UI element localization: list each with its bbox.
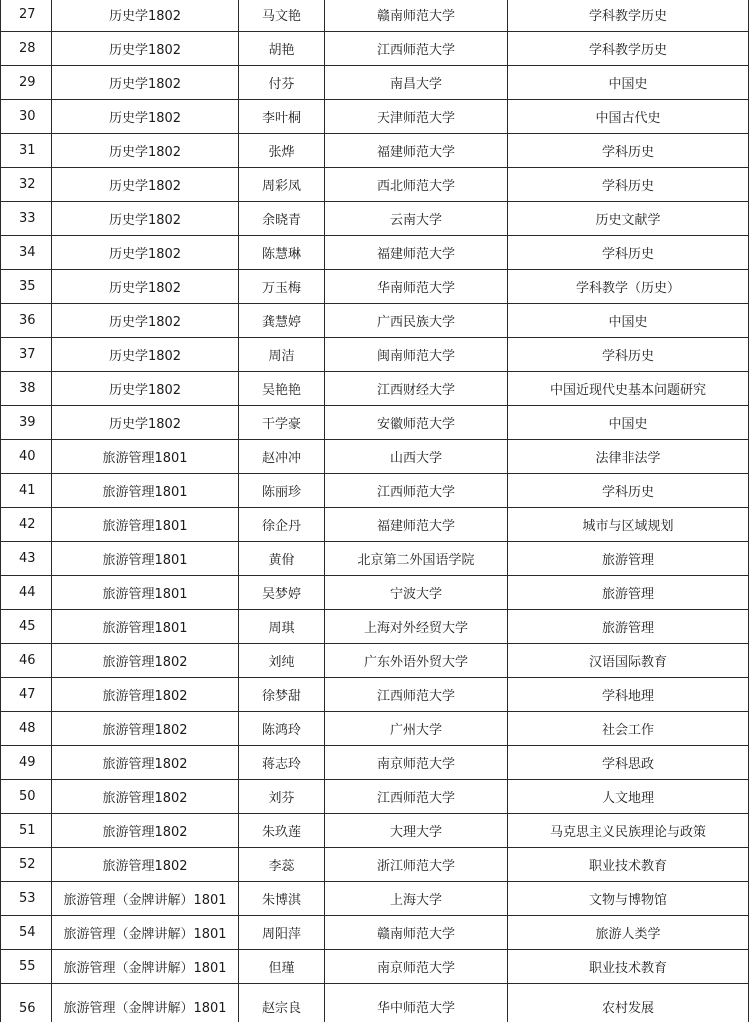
student-name-cell: 刘芬 xyxy=(239,780,325,814)
university-cell: 南昌大学 xyxy=(325,66,508,100)
university-cell: 宁波大学 xyxy=(325,576,508,610)
major-cell: 学科教学历史 xyxy=(508,32,749,66)
student-name-cell: 万玉梅 xyxy=(239,270,325,304)
row-number-cell: 38 xyxy=(1,372,52,406)
major-cell: 中国史 xyxy=(508,406,749,440)
student-name-cell: 陈鸿玲 xyxy=(239,712,325,746)
table-row xyxy=(1,0,749,32)
class-name-cell: 历史学1802 xyxy=(52,168,239,202)
class-name-cell: 历史学1802 xyxy=(52,134,239,168)
row-number-cell: 54 xyxy=(1,916,52,950)
row-number-cell: 48 xyxy=(1,712,52,746)
table-body xyxy=(1,0,749,1022)
class-name-cell: 历史学1802 xyxy=(52,0,239,32)
class-name-cell: 历史学1802 xyxy=(52,270,239,304)
table-row xyxy=(1,202,749,236)
table-row xyxy=(1,406,749,440)
row-number-cell: 41 xyxy=(1,474,52,508)
class-name-cell: 旅游管理1802 xyxy=(52,780,239,814)
row-number-cell: 46 xyxy=(1,644,52,678)
major-cell: 旅游人类学 xyxy=(508,916,749,950)
row-number-cell: 28 xyxy=(1,32,52,66)
class-name-cell: 历史学1802 xyxy=(52,32,239,66)
row-number-cell: 30 xyxy=(1,100,52,134)
university-cell: 福建师范大学 xyxy=(325,236,508,270)
university-cell: 江西财经大学 xyxy=(325,372,508,406)
university-cell: 山西大学 xyxy=(325,440,508,474)
row-number-cell: 50 xyxy=(1,780,52,814)
student-name-cell: 赵冲冲 xyxy=(239,440,325,474)
university-cell: 安徽师范大学 xyxy=(325,406,508,440)
university-cell: 广州大学 xyxy=(325,712,508,746)
class-name-cell: 历史学1802 xyxy=(52,100,239,134)
university-cell: 浙江师范大学 xyxy=(325,848,508,882)
student-name-cell: 胡艳 xyxy=(239,32,325,66)
university-cell: 江西师范大学 xyxy=(325,474,508,508)
major-cell: 农村发展 xyxy=(508,984,749,1022)
student-name-cell: 陈丽珍 xyxy=(239,474,325,508)
row-number-cell: 49 xyxy=(1,746,52,780)
university-cell: 南京师范大学 xyxy=(325,746,508,780)
student-name-cell: 龚慧婷 xyxy=(239,304,325,338)
major-cell: 职业技术教育 xyxy=(508,950,749,984)
student-name-cell: 陈慧琳 xyxy=(239,236,325,270)
university-cell: 江西师范大学 xyxy=(325,32,508,66)
student-name-cell: 干学豪 xyxy=(239,406,325,440)
university-cell: 北京第二外国语学院 xyxy=(325,542,508,576)
class-name-cell: 旅游管理1801 xyxy=(52,440,239,474)
university-cell: 福建师范大学 xyxy=(325,508,508,542)
row-number-cell: 36 xyxy=(1,304,52,338)
table-row xyxy=(1,304,749,338)
row-number-cell: 39 xyxy=(1,406,52,440)
class-name-cell: 旅游管理（金牌讲解）1801 xyxy=(52,950,239,984)
major-cell: 法律非法学 xyxy=(508,440,749,474)
class-name-cell: 历史学1802 xyxy=(52,66,239,100)
row-number-cell: 29 xyxy=(1,66,52,100)
table-row xyxy=(1,32,749,66)
row-number-cell: 53 xyxy=(1,882,52,916)
table-row xyxy=(1,916,749,950)
class-name-cell: 旅游管理1801 xyxy=(52,576,239,610)
major-cell: 学科历史 xyxy=(508,338,749,372)
row-number-cell: 42 xyxy=(1,508,52,542)
table-row xyxy=(1,848,749,882)
major-cell: 人文地理 xyxy=(508,780,749,814)
table-row xyxy=(1,984,749,1022)
major-cell: 学科思政 xyxy=(508,746,749,780)
class-name-cell: 历史学1802 xyxy=(52,338,239,372)
table-row xyxy=(1,712,749,746)
table-row xyxy=(1,440,749,474)
student-name-cell: 周洁 xyxy=(239,338,325,372)
student-name-cell: 余晓青 xyxy=(239,202,325,236)
major-cell: 中国古代史 xyxy=(508,100,749,134)
student-name-cell: 张烨 xyxy=(239,134,325,168)
class-name-cell: 旅游管理1802 xyxy=(52,814,239,848)
university-cell: 西北师范大学 xyxy=(325,168,508,202)
student-name-cell: 刘纯 xyxy=(239,644,325,678)
university-cell: 南京师范大学 xyxy=(325,950,508,984)
class-name-cell: 旅游管理1802 xyxy=(52,712,239,746)
major-cell: 历史文献学 xyxy=(508,202,749,236)
table-row xyxy=(1,66,749,100)
row-number-cell: 47 xyxy=(1,678,52,712)
university-cell: 天津师范大学 xyxy=(325,100,508,134)
major-cell: 学科历史 xyxy=(508,134,749,168)
major-cell: 学科地理 xyxy=(508,678,749,712)
university-cell: 广西民族大学 xyxy=(325,304,508,338)
class-name-cell: 历史学1802 xyxy=(52,236,239,270)
table-row xyxy=(1,508,749,542)
row-number-cell: 40 xyxy=(1,440,52,474)
student-name-cell: 黄佾 xyxy=(239,542,325,576)
row-number-cell: 44 xyxy=(1,576,52,610)
class-name-cell: 历史学1802 xyxy=(52,202,239,236)
student-name-cell: 吴艳艳 xyxy=(239,372,325,406)
university-cell: 广东外语外贸大学 xyxy=(325,644,508,678)
row-number-cell: 55 xyxy=(1,950,52,984)
row-number-cell: 51 xyxy=(1,814,52,848)
table-row xyxy=(1,746,749,780)
class-name-cell: 旅游管理（金牌讲解）1801 xyxy=(52,916,239,950)
row-number-cell: 37 xyxy=(1,338,52,372)
university-cell: 大理大学 xyxy=(325,814,508,848)
university-cell: 闽南师范大学 xyxy=(325,338,508,372)
row-number-cell: 43 xyxy=(1,542,52,576)
student-name-cell: 赵宗良 xyxy=(239,984,325,1022)
table-row xyxy=(1,270,749,304)
student-name-cell: 徐企丹 xyxy=(239,508,325,542)
table-row xyxy=(1,814,749,848)
class-name-cell: 旅游管理1801 xyxy=(52,542,239,576)
table-row xyxy=(1,474,749,508)
table-row xyxy=(1,542,749,576)
class-name-cell: 旅游管理1801 xyxy=(52,610,239,644)
table-row xyxy=(1,168,749,202)
major-cell: 社会工作 xyxy=(508,712,749,746)
university-cell: 云南大学 xyxy=(325,202,508,236)
class-name-cell: 历史学1802 xyxy=(52,372,239,406)
university-cell: 江西师范大学 xyxy=(325,678,508,712)
student-name-cell: 周彩凤 xyxy=(239,168,325,202)
class-name-cell: 旅游管理1802 xyxy=(52,678,239,712)
student-name-cell: 吴梦婷 xyxy=(239,576,325,610)
table-row xyxy=(1,780,749,814)
student-name-cell: 李叶桐 xyxy=(239,100,325,134)
student-name-cell: 周阳萍 xyxy=(239,916,325,950)
row-number-cell: 32 xyxy=(1,168,52,202)
row-number-cell: 31 xyxy=(1,134,52,168)
student-name-cell: 马文艳 xyxy=(239,0,325,32)
major-cell: 旅游管理 xyxy=(508,610,749,644)
class-name-cell: 旅游管理1802 xyxy=(52,848,239,882)
university-cell: 福建师范大学 xyxy=(325,134,508,168)
student-name-cell: 李蕊 xyxy=(239,848,325,882)
major-cell: 学科教学（历史） xyxy=(508,270,749,304)
student-name-cell: 朱博淇 xyxy=(239,882,325,916)
table-row xyxy=(1,576,749,610)
student-name-cell: 朱玖莲 xyxy=(239,814,325,848)
major-cell: 中国史 xyxy=(508,66,749,100)
row-number-cell: 27 xyxy=(1,0,52,32)
class-name-cell: 历史学1802 xyxy=(52,304,239,338)
major-cell: 旅游管理 xyxy=(508,542,749,576)
table-row xyxy=(1,100,749,134)
table-row xyxy=(1,134,749,168)
student-name-cell: 付芬 xyxy=(239,66,325,100)
major-cell: 中国近现代史基本问题研究 xyxy=(508,372,749,406)
major-cell: 汉语国际教育 xyxy=(508,644,749,678)
table-row xyxy=(1,950,749,984)
student-name-cell: 但瑾 xyxy=(239,950,325,984)
row-number-cell: 33 xyxy=(1,202,52,236)
class-name-cell: 旅游管理（金牌讲解）1801 xyxy=(52,882,239,916)
major-cell: 城市与区域规划 xyxy=(508,508,749,542)
row-number-cell: 52 xyxy=(1,848,52,882)
university-cell: 华中师范大学 xyxy=(325,984,508,1022)
major-cell: 学科历史 xyxy=(508,168,749,202)
university-cell: 上海大学 xyxy=(325,882,508,916)
table-row xyxy=(1,678,749,712)
table-row xyxy=(1,644,749,678)
table-row xyxy=(1,372,749,406)
student-name-cell: 蒋志玲 xyxy=(239,746,325,780)
major-cell: 学科历史 xyxy=(508,236,749,270)
major-cell: 中国史 xyxy=(508,304,749,338)
row-number-cell: 56 xyxy=(1,984,52,1022)
university-cell: 江西师范大学 xyxy=(325,780,508,814)
major-cell: 学科教学历史 xyxy=(508,0,749,32)
table-row xyxy=(1,610,749,644)
class-name-cell: 历史学1802 xyxy=(52,406,239,440)
table-row xyxy=(1,882,749,916)
major-cell: 旅游管理 xyxy=(508,576,749,610)
university-cell: 华南师范大学 xyxy=(325,270,508,304)
student-name-cell: 周琪 xyxy=(239,610,325,644)
table-row xyxy=(1,338,749,372)
class-name-cell: 旅游管理1801 xyxy=(52,508,239,542)
table-row xyxy=(1,236,749,270)
university-cell: 赣南师范大学 xyxy=(325,0,508,32)
class-name-cell: 旅游管理1801 xyxy=(52,474,239,508)
row-number-cell: 35 xyxy=(1,270,52,304)
university-cell: 上海对外经贸大学 xyxy=(325,610,508,644)
class-name-cell: 旅游管理（金牌讲解）1801 xyxy=(52,984,239,1022)
row-number-cell: 45 xyxy=(1,610,52,644)
university-cell: 赣南师范大学 xyxy=(325,916,508,950)
class-name-cell: 旅游管理1802 xyxy=(52,644,239,678)
class-name-cell: 旅游管理1802 xyxy=(52,746,239,780)
major-cell: 职业技术教育 xyxy=(508,848,749,882)
major-cell: 马克思主义民族理论与政策 xyxy=(508,814,749,848)
major-cell: 文物与博物馆 xyxy=(508,882,749,916)
student-name-cell: 徐梦甜 xyxy=(239,678,325,712)
major-cell: 学科历史 xyxy=(508,474,749,508)
row-number-cell: 34 xyxy=(1,236,52,270)
